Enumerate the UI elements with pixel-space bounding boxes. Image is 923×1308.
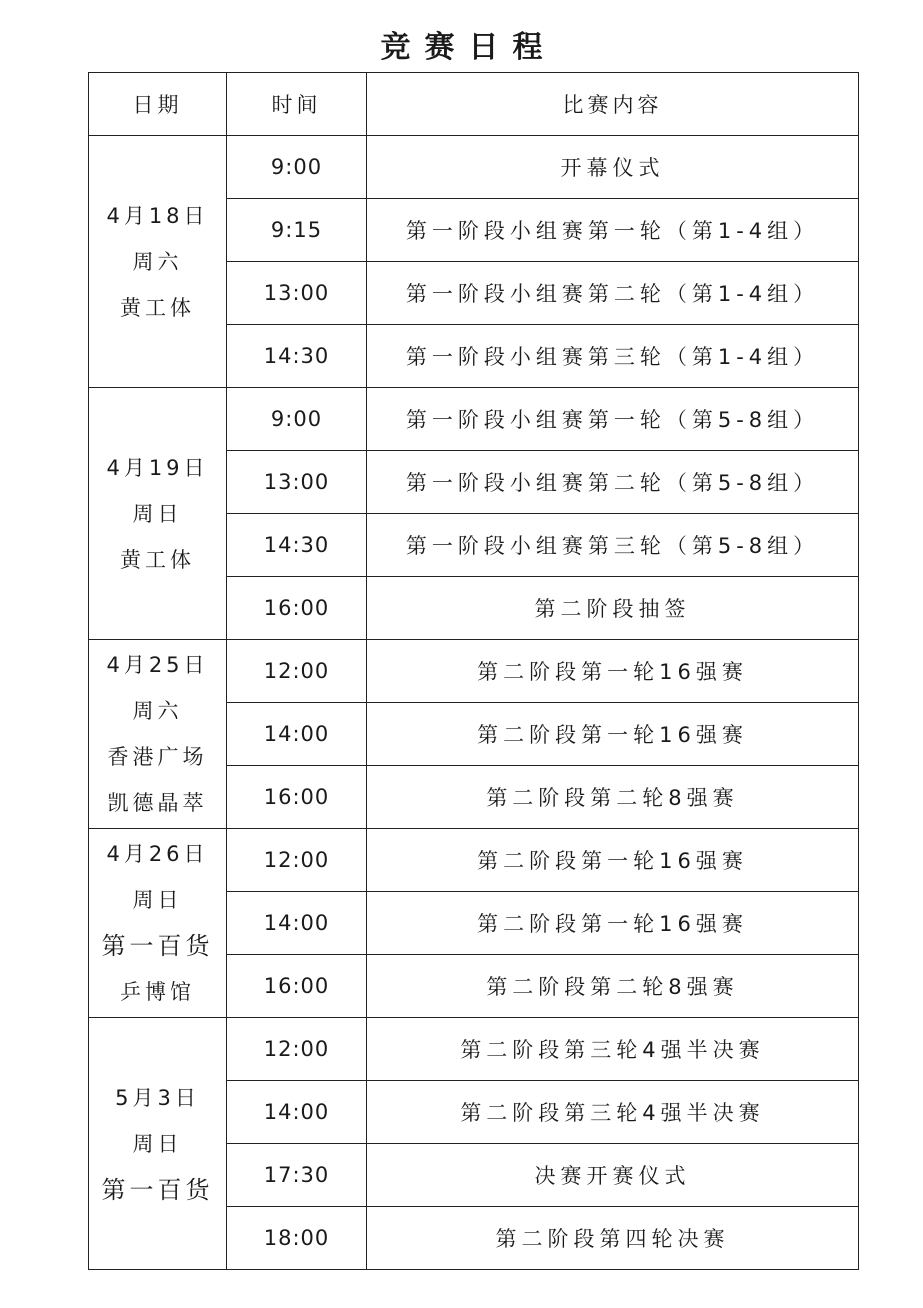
date-text: 4月18日 (106, 203, 209, 228)
event-cell: 第一阶段小组赛第三轮（第5-8组） (367, 514, 859, 577)
time-cell: 9:00 (227, 388, 367, 451)
event-cell: 第二阶段第一轮16强赛 (367, 892, 859, 955)
time-cell: 14:30 (227, 514, 367, 577)
date-cell (89, 388, 227, 640)
date-cell (89, 136, 227, 388)
weekday-text: 周六 (132, 699, 183, 723)
time-cell: 14:00 (227, 892, 367, 955)
event-cell: 第一阶段小组赛第三轮（第1-4组） (367, 325, 859, 388)
time-cell: 12:00 (227, 1018, 367, 1081)
schedule-body (89, 136, 859, 1270)
time-cell: 16:00 (227, 955, 367, 1018)
date-text: 4月19日 (106, 455, 209, 480)
header-content: 比赛内容 (367, 73, 859, 136)
date-cell (89, 829, 227, 1018)
header-time: 时间 (227, 73, 367, 136)
event-cell: 第二阶段抽签 (367, 577, 859, 640)
time-cell: 14:00 (227, 1081, 367, 1144)
time-cell: 12:00 (227, 640, 367, 703)
table-row (89, 136, 859, 199)
event-cell: 第二阶段第二轮8强赛 (367, 766, 859, 829)
header-date: 日期 (89, 73, 227, 136)
event-cell: 决赛开赛仪式 (367, 1144, 859, 1207)
table-row (89, 640, 859, 703)
date-text: 5月3日 (115, 1085, 200, 1110)
venue-text: 乒博馆 (120, 980, 195, 1004)
venue-text: 黄工体 (120, 547, 195, 572)
time-cell: 16:00 (227, 766, 367, 829)
time-cell: 13:00 (227, 451, 367, 514)
time-cell: 13:00 (227, 262, 367, 325)
date-cell (89, 1018, 227, 1270)
venue-text: 第一百货 (101, 1175, 214, 1204)
event-cell: 第一阶段小组赛第二轮（第1-4组） (367, 262, 859, 325)
event-cell: 第二阶段第一轮16强赛 (367, 829, 859, 892)
time-cell: 14:30 (227, 325, 367, 388)
weekday-text: 周日 (132, 1131, 183, 1156)
event-cell: 第一阶段小组赛第二轮（第5-8组） (367, 451, 859, 514)
venue-text: 第一百货 (101, 932, 214, 960)
venue-text: 凯德晶萃 (107, 791, 208, 815)
weekday-text: 周日 (132, 888, 183, 912)
date-cell (89, 640, 227, 829)
time-cell: 17:30 (227, 1144, 367, 1207)
schedule-table (88, 72, 859, 1270)
time-cell: 18:00 (227, 1207, 367, 1270)
table-row (89, 388, 859, 451)
event-cell: 开幕仪式 (367, 136, 859, 199)
time-cell: 9:00 (227, 136, 367, 199)
weekday-text: 周六 (132, 249, 183, 274)
event-cell: 第一阶段小组赛第一轮（第5-8组） (367, 388, 859, 451)
date-text: 4月26日 (106, 842, 209, 866)
venue-text: 黄工体 (120, 295, 195, 320)
event-cell: 第二阶段第一轮16强赛 (367, 640, 859, 703)
table-row (89, 829, 859, 892)
weekday-text: 周日 (132, 501, 183, 526)
page-title: 竞赛日程 (380, 30, 557, 65)
event-cell: 第二阶段第二轮8强赛 (367, 955, 859, 1018)
event-cell: 第二阶段第一轮16强赛 (367, 703, 859, 766)
event-cell: 第二阶段第三轮4强半决赛 (367, 1081, 859, 1144)
time-cell: 9:15 (227, 199, 367, 262)
venue-text: 香港广场 (107, 745, 208, 769)
event-cell: 第二阶段第四轮决赛 (367, 1207, 859, 1270)
date-text: 4月25日 (106, 653, 209, 677)
event-cell: 第一阶段小组赛第一轮（第1-4组） (367, 199, 859, 262)
event-cell: 第二阶段第三轮4强半决赛 (367, 1018, 859, 1081)
time-cell: 16:00 (227, 577, 367, 640)
time-cell: 12:00 (227, 829, 367, 892)
time-cell: 14:00 (227, 703, 367, 766)
header-row (89, 73, 859, 136)
table-row (89, 1018, 859, 1081)
